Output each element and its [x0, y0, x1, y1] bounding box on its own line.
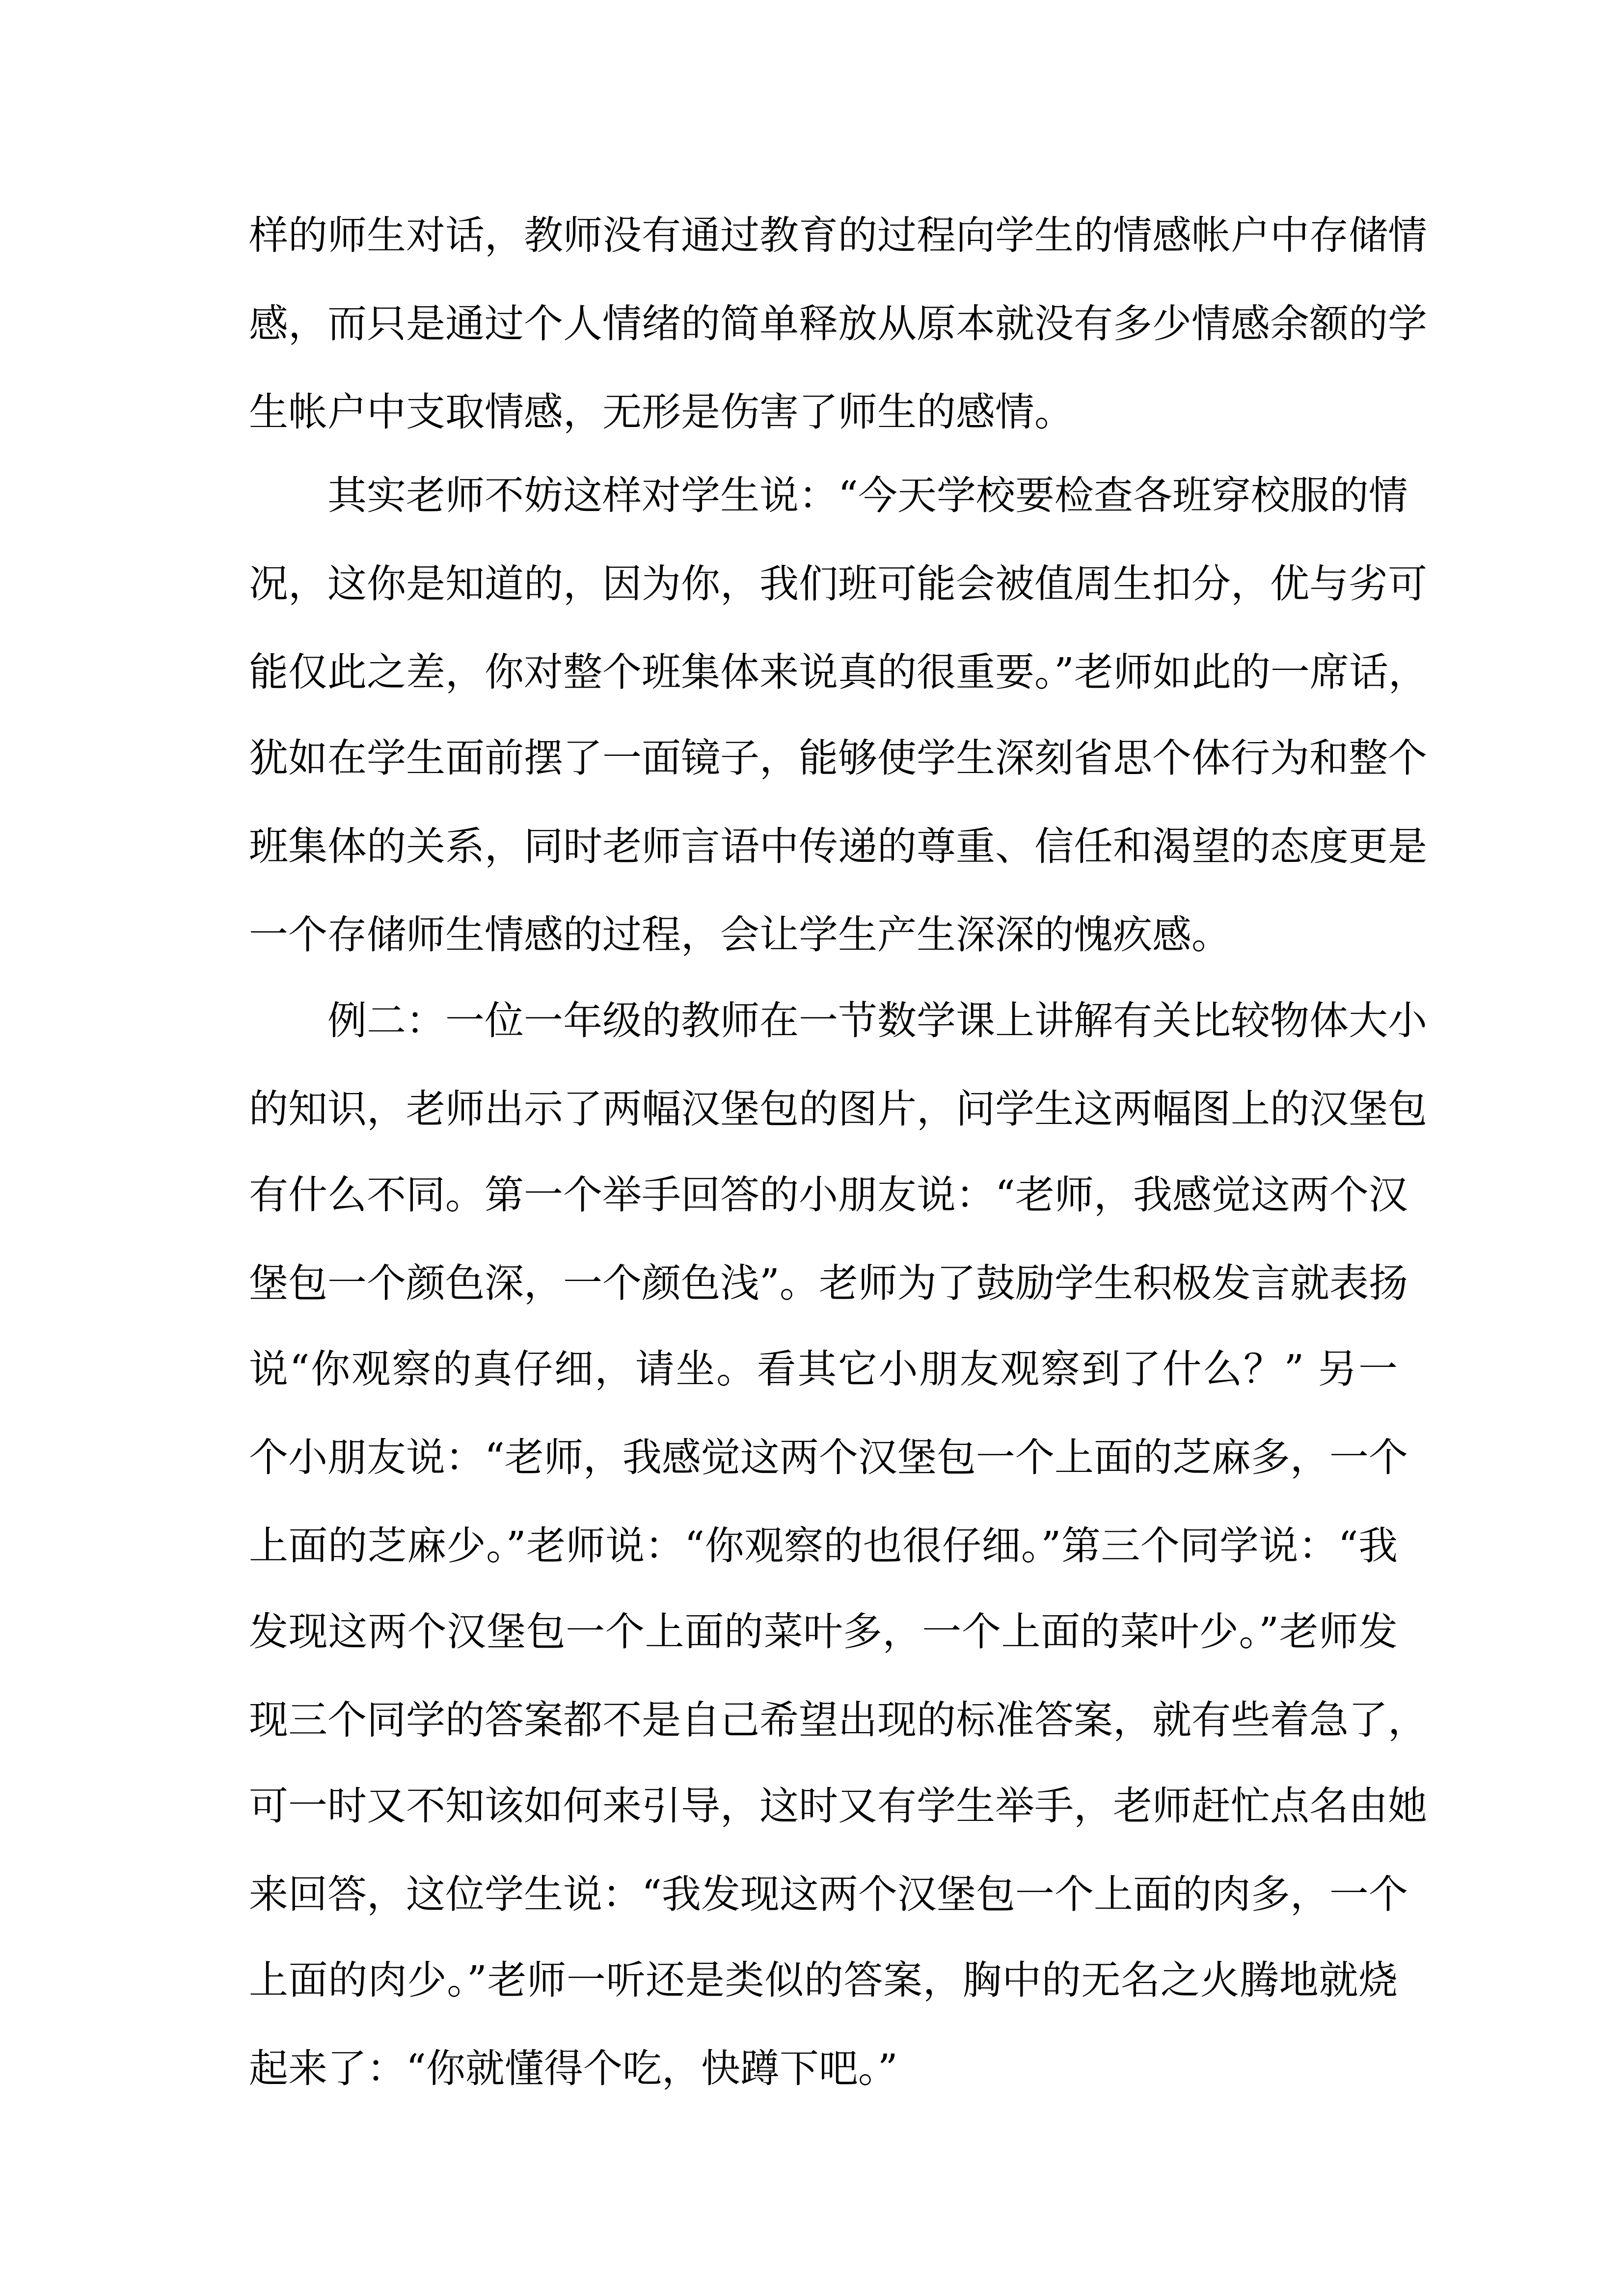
text-line-19: 可一时又不知该如何来引导，这时又有学生举手，老师赶忙点名由她 [249, 1783, 1427, 1829]
text-line-3: 生帐户中支取情感，无形是伤害了师生的感情。 [249, 389, 1074, 435]
text-line-21: 上面的肉少。”老师一听还是类似的答案，胸中的无名之火腾地就烧 [249, 1957, 1398, 2003]
text-line-1: 样的师生对话，教师没有通过教育的过程向学生的情感帐户中存储情 [249, 213, 1427, 258]
text-line-12: 有什么不同。第一个举手回答的小朋友说：“老师，我感觉这两个汉 [249, 1172, 1408, 1218]
text-line-6: 能仅此之差，你对整个班集体来说真的很重要。”老师如此的一席话， [249, 649, 1428, 695]
text-line-9: 一个存储师生情感的过程，会让学生产生深深的愧疚感。 [249, 912, 1231, 958]
text-line-5: 况，这你是知道的，因为你，我们班可能会被值周生扣分，优与劣可 [249, 561, 1427, 607]
text-line-10: 例二：一位一年级的教师在一节数学课上讲解有关比较物体大小 [327, 998, 1427, 1043]
text-line-18: 现三个同学的答案都不是自己希望出现的标准答案，就有些着急了， [249, 1697, 1427, 1743]
text-line-2: 感，而只是通过个人情绪的简单释放从原本就没有多少情感余额的学 [249, 301, 1427, 347]
text-line-16: 上面的芝麻少。”老师说：“你观察的也很仔细。”第三个同学说：“我 [249, 1523, 1398, 1569]
text-line-8: 班集体的关系，同时老师言语中传递的尊重、信任和渴望的态度更是 [249, 824, 1427, 869]
text-line-11: 的知识，老师出示了两幅汉堡包的图片，问学生这两幅图上的汉堡包 [249, 1086, 1427, 1132]
text-line-20: 来回答，这位学生说：“我发现这两个汉堡包一个上面的肉多，一个 [249, 1871, 1408, 1917]
text-line-4: 其实老师不妨这样对学生说：“今天学校要检查各班穿校服的情 [327, 473, 1408, 518]
text-line-17: 发现这两个汉堡包一个上面的菜叶多，一个上面的菜叶少。”老师发 [249, 1609, 1398, 1655]
text-line-22: 起来了：“你就懂得个吃，快蹲下吧。” [249, 2046, 898, 2091]
text-line-7: 犹如在学生面前摆了一面镜子，能够使学生深刻省思个体行为和整个 [249, 735, 1427, 781]
text-line-14: 说“你观察的真仔细，请坐。看其它小朋友观察到了什么？” 另一 [249, 1346, 1398, 1392]
text-line-13: 堡包一个颜色深，一个颜色浅”。老师为了鼓励学生积极发言就表扬 [249, 1260, 1408, 1306]
text-line-15: 个小朋友说：“老师，我感觉这两个汉堡包一个上面的芝麻多，一个 [249, 1435, 1408, 1480]
